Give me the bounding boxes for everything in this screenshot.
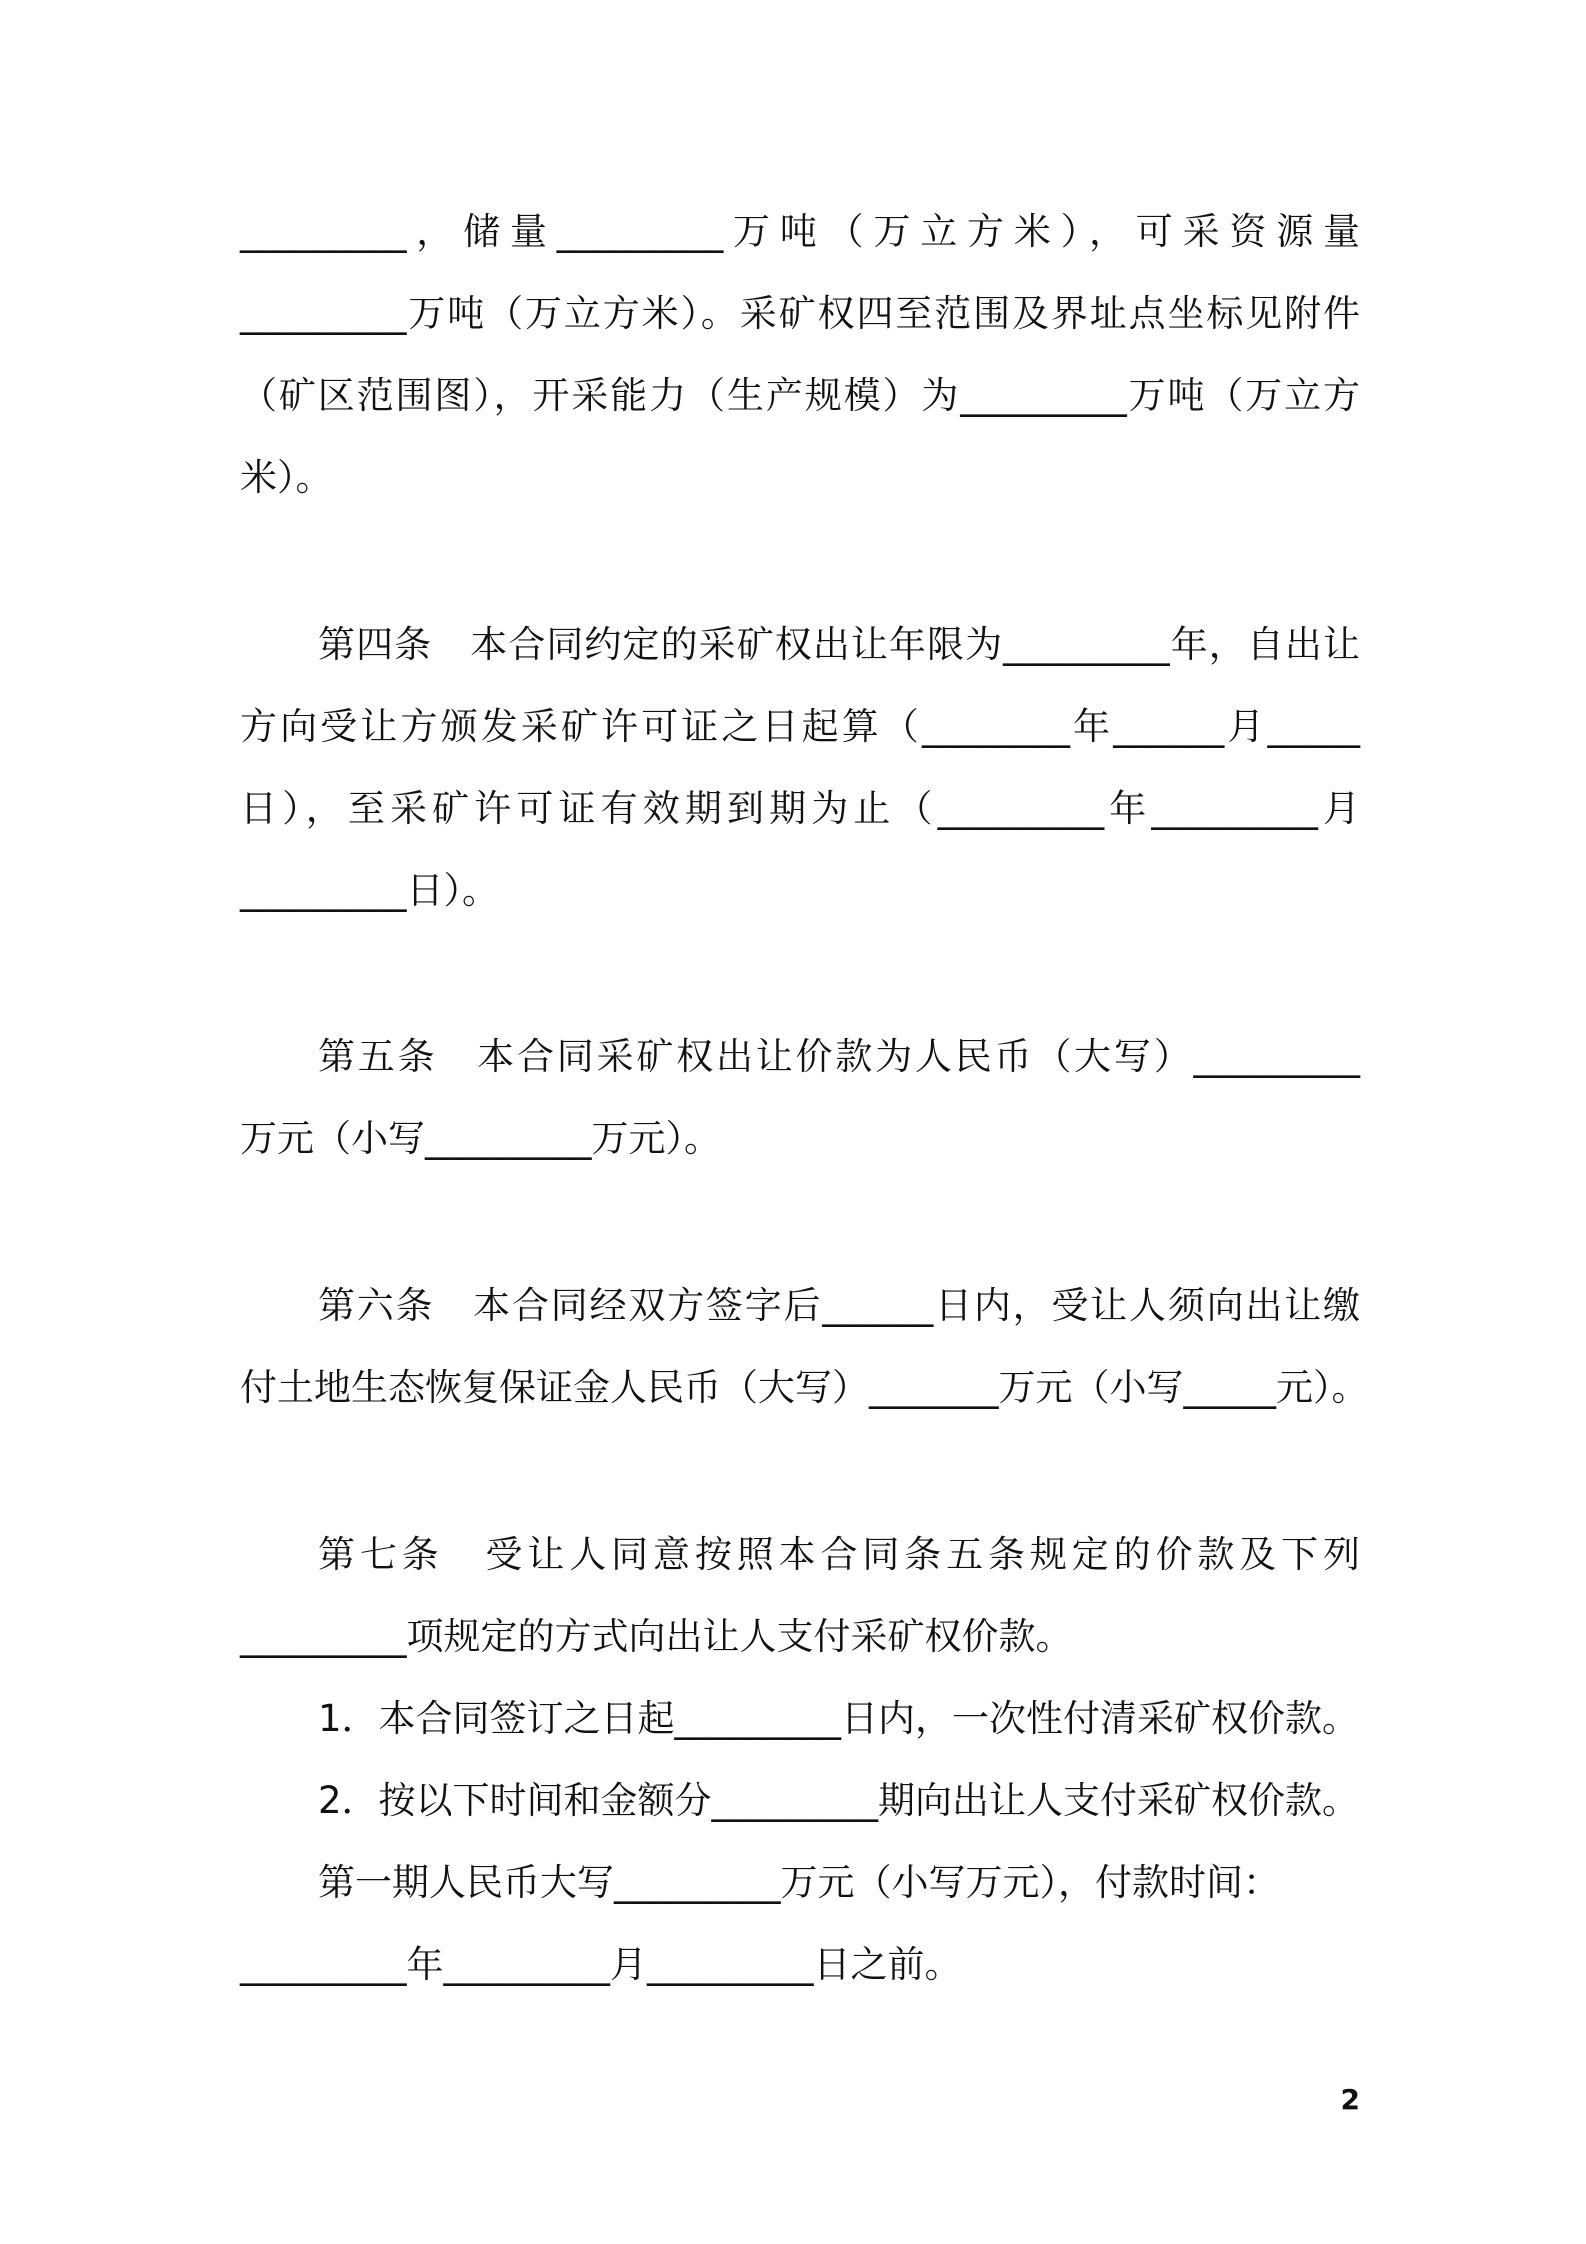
article-4-line-3: 日），至采矿许可证有效期到期为止（_________年_________月 (240, 787, 1360, 830)
article-4-line-1: 第四条 本合同约定的采矿权出让年限为_________年，自出让 (318, 623, 1360, 666)
article-7-option-1: 1．本合同签订之日起_________日内，一次性付清采矿权价款。 (318, 1697, 1360, 1740)
article-4-line-4: _________日）。 (240, 869, 499, 912)
article-5-line-1: 第五条 本合同采矿权出让价款为人民币（大写）_________ (318, 1035, 1360, 1078)
paragraph-3-line-4: 米）。 (240, 456, 333, 499)
paragraph-3-line-1: _________，储量_________万吨（万立方米），可采资源量 (240, 210, 1360, 253)
article-6-line-2: 付土地生态恢复保证金人民币（大写）_______万元（小写_____元）。 (240, 1366, 1369, 1409)
paragraph-3-line-2: _________万吨（万立方米）。采矿权四至范围及界址点坐标见附件 (240, 292, 1360, 335)
article-4-line-2: 方向受让方颁发采矿许可证之日起算（________年______月_____ (240, 705, 1360, 748)
article-7-line-2: _________项规定的方式向出让人支付采矿权价款。 (240, 1615, 1073, 1658)
page-number: 2 (1340, 2083, 1360, 2116)
article-7-line-1: 第七条 受让人同意按照本合同条五条规定的价款及下列 (318, 1533, 1360, 1576)
article-7-option-2: 2．按以下时间和金额分_________期向出让人支付采矿权价款。 (318, 1779, 1360, 1822)
paragraph-3-line-3: （矿区范围图），开采能力（生产规模）为_________万吨（万立方 (240, 374, 1360, 417)
article-6-line-1: 第六条 本合同经双方签字后______日内，受让人须向出让缴 (318, 1284, 1360, 1327)
article-5-line-2: 万元（小写_________万元）。 (240, 1117, 721, 1160)
article-7-first-installment: 第一期人民币大写_________万元（小写万元），付款时间： (318, 1861, 1280, 1904)
article-7-payment-date: _________年_________月_________日之前。 (240, 1943, 962, 1986)
